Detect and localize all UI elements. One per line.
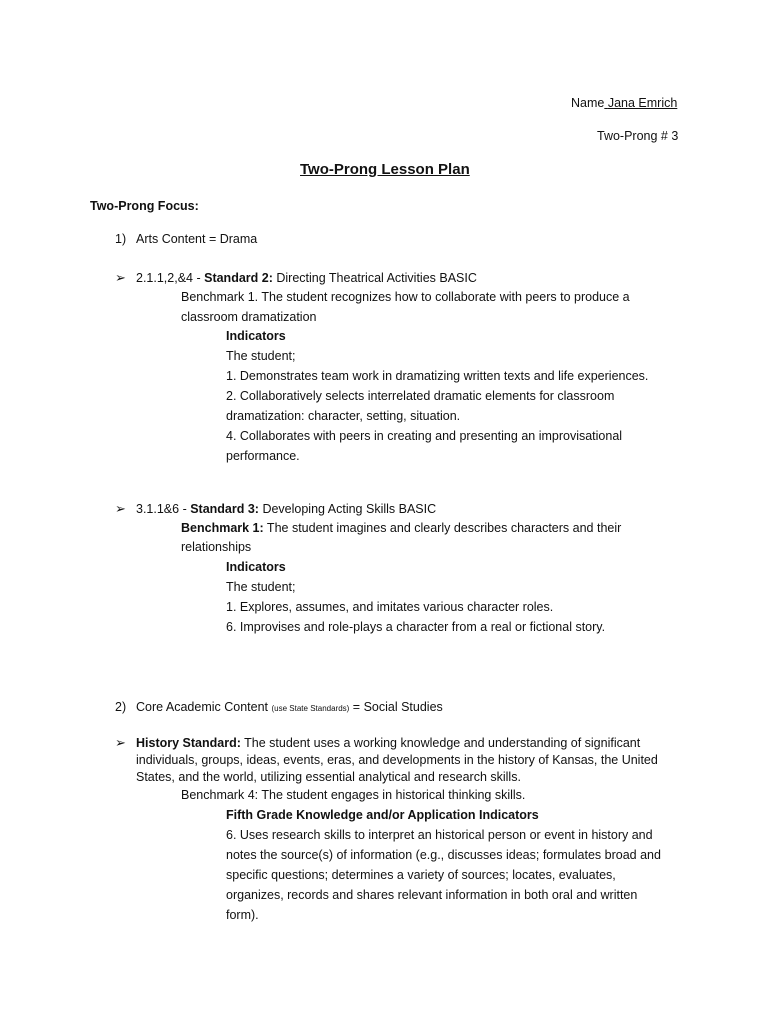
section1-number: 1) xyxy=(115,232,127,246)
history-indicator-6-cont4: form). xyxy=(226,908,259,922)
bullet-arrow-icon: ➢ xyxy=(115,270,126,285)
section1-text: Arts Content = Drama xyxy=(136,232,258,246)
history-indicator-6-cont2: specific questions; determines a variety of sources; locates, evaluates, xyxy=(226,868,616,882)
section2-number: 2) xyxy=(115,700,127,714)
history-standard-cont1: individuals, groups, ideas, events, eras, and developments in the history of Kansas, the United xyxy=(136,753,658,767)
history-benchmark: Benchmark 4: The student engages in historical thinking skills. xyxy=(181,788,526,802)
standard2-heading: 2.1.1,2,&4 - Standard 2: Directing Theatrical Activities BASIC xyxy=(136,271,477,285)
standard2-benchmark-cont: classroom dramatization xyxy=(181,310,317,324)
history-standard: History Standard: The student uses a working knowledge and understanding of significant xyxy=(136,736,641,750)
standard3-student: The student; xyxy=(226,580,296,594)
page-title: Two-Prong Lesson Plan xyxy=(300,161,470,178)
section2-text: Core Academic Content (use State Standards) = Social Studies xyxy=(136,700,443,714)
standard3-indicator-1: 1. Explores, assumes, and imitates various character roles. xyxy=(226,600,554,614)
standard2-indicator-4: 4. Collaborates with peers in creating and presenting an improvisational xyxy=(226,429,623,443)
name-line xyxy=(571,95,677,111)
history-indicator-6-cont3: organizes, records and shares relevant information in both oral and written xyxy=(226,888,638,902)
prong-number: Two-Prong # 3 xyxy=(597,129,679,143)
standard2-student: The student; xyxy=(226,349,296,363)
name-label: Name xyxy=(571,96,605,110)
standard2-benchmark: Benchmark 1. The student recognizes how to collaborate with peers to produce a xyxy=(181,290,630,304)
focus-label: Two-Prong Focus: xyxy=(90,199,199,213)
history-indicator-6-cont1: notes the source(s) of information (e.g., discusses ideas; formulates broad and xyxy=(226,848,661,862)
standard3-indicator-6: 6. Improvises and role-plays a character from a real or fictional story. xyxy=(226,620,606,634)
standard3-heading: 3.1.1&6 - Standard 3: Developing Acting Skills BASIC xyxy=(136,502,437,516)
standard2-indicator-4-cont: performance. xyxy=(226,449,300,463)
standard2-indicator-1: 1. Demonstrates team work in dramatizing written texts and life experiences. xyxy=(226,369,649,383)
bullet-arrow-icon: ➢ xyxy=(115,501,126,516)
standard3-benchmark-cont: relationships xyxy=(181,540,252,554)
standard2-indicator-2: 2. Collaboratively selects interrelated dramatic elements for classroom xyxy=(226,389,615,403)
standard2-indicators: Indicators xyxy=(226,329,286,343)
standard3-benchmark: Benchmark 1: The student imagines and clearly describes characters and their xyxy=(181,521,622,535)
standard2-indicator-2-cont: dramatization: character, setting, situation. xyxy=(226,409,461,423)
bullet-arrow-icon: ➢ xyxy=(115,735,126,750)
standard3-indicators: Indicators xyxy=(226,560,286,574)
history-indicator-6: 6. Uses research skills to interpret an historical person or event in history and xyxy=(226,828,653,842)
name-value: Jana Emrich xyxy=(607,96,678,110)
history-standard-cont2: States, and the world, utilizing essential analytical and research skills. xyxy=(136,770,521,784)
fifth-grade-heading: Fifth Grade Knowledge and/or Application Indicators xyxy=(226,808,539,822)
